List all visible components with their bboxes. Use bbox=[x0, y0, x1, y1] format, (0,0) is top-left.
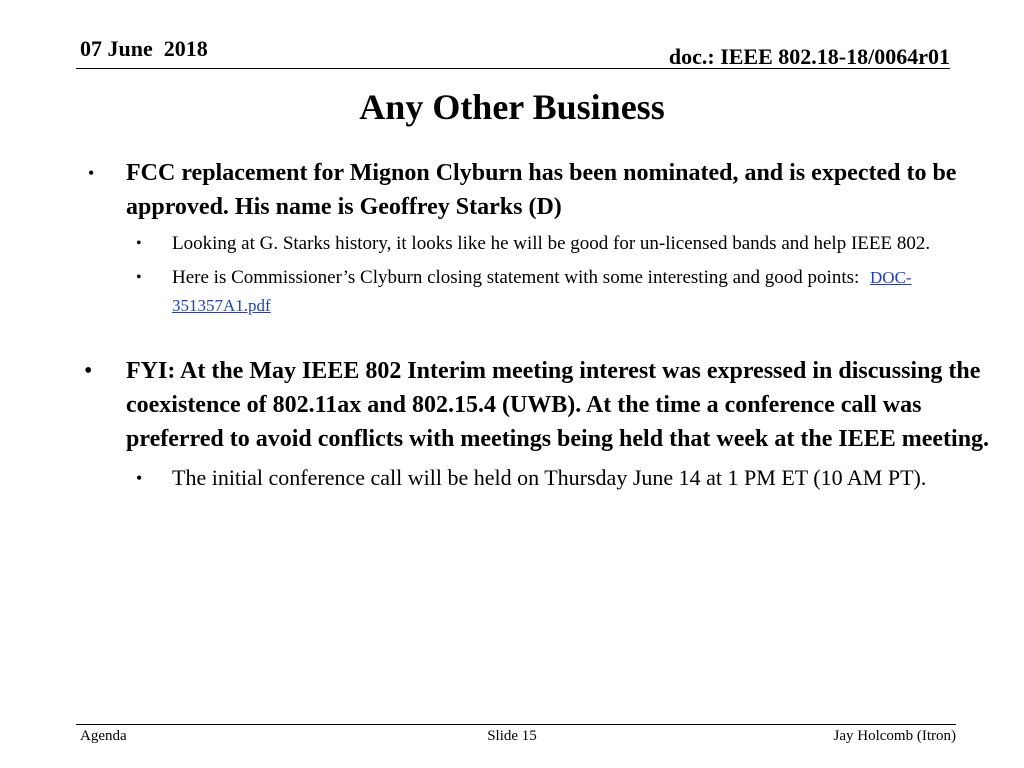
bullet-dot: • bbox=[136, 468, 143, 488]
header-document-id: doc.: IEEE 802.18-18/0064r01 bbox=[668, 44, 950, 69]
subbullet-text: Here is Commissioner’s Clyburn closing statement with some interesting and good points: bbox=[172, 267, 865, 288]
bullet-text: FYI: At the May IEEE 802 Interim meeting interest was expressed in discussing the coexistence of 802.11ax and 802.15.4 (UWB). At the time a conference call was preferred to avoid conflicts with meetings being held that week at the IEEE meeting. bbox=[126, 358, 990, 452]
bullet-coexistence-fyi bbox=[80, 354, 1000, 456]
subbullet-conference-call bbox=[80, 462, 1000, 494]
bullet-fcc-nomination bbox=[80, 156, 1000, 224]
bullet-dot: • bbox=[88, 163, 95, 183]
bullet-text: FCC replacement for Mignon Clyburn has been nominated, and is expected to be approved. His name is Geoffrey Starks (D) bbox=[126, 160, 957, 220]
subbullet-starks-history bbox=[80, 230, 1000, 258]
bullet-dot: • bbox=[136, 235, 142, 252]
slide-body bbox=[80, 156, 1000, 494]
subbullet-clyburn-statement bbox=[80, 264, 1000, 320]
bullet-dot: • bbox=[136, 269, 142, 286]
slide-title: Any Other Business bbox=[359, 87, 665, 127]
header-divider bbox=[76, 68, 950, 69]
footer-section-label: Agenda bbox=[80, 728, 127, 744]
subbullet-text: The initial conference call will be held on Thursday June 14 at 1 PM ET (10 AM PT). bbox=[172, 465, 927, 490]
bullet-dot: • bbox=[84, 358, 93, 384]
header-date: 07 June 2018 bbox=[80, 36, 208, 61]
doc-pdf-link[interactable]: DOC-351357A1.pdf bbox=[172, 268, 912, 315]
footer-slide-number: Slide 15 bbox=[487, 728, 537, 744]
footer-divider bbox=[76, 724, 956, 725]
footer-author: Jay Holcomb (Itron) bbox=[833, 728, 956, 744]
subbullet-text: Looking at G. Starks history, it looks like he will be good for un-licensed bands and help IEEE 802. bbox=[172, 233, 931, 254]
